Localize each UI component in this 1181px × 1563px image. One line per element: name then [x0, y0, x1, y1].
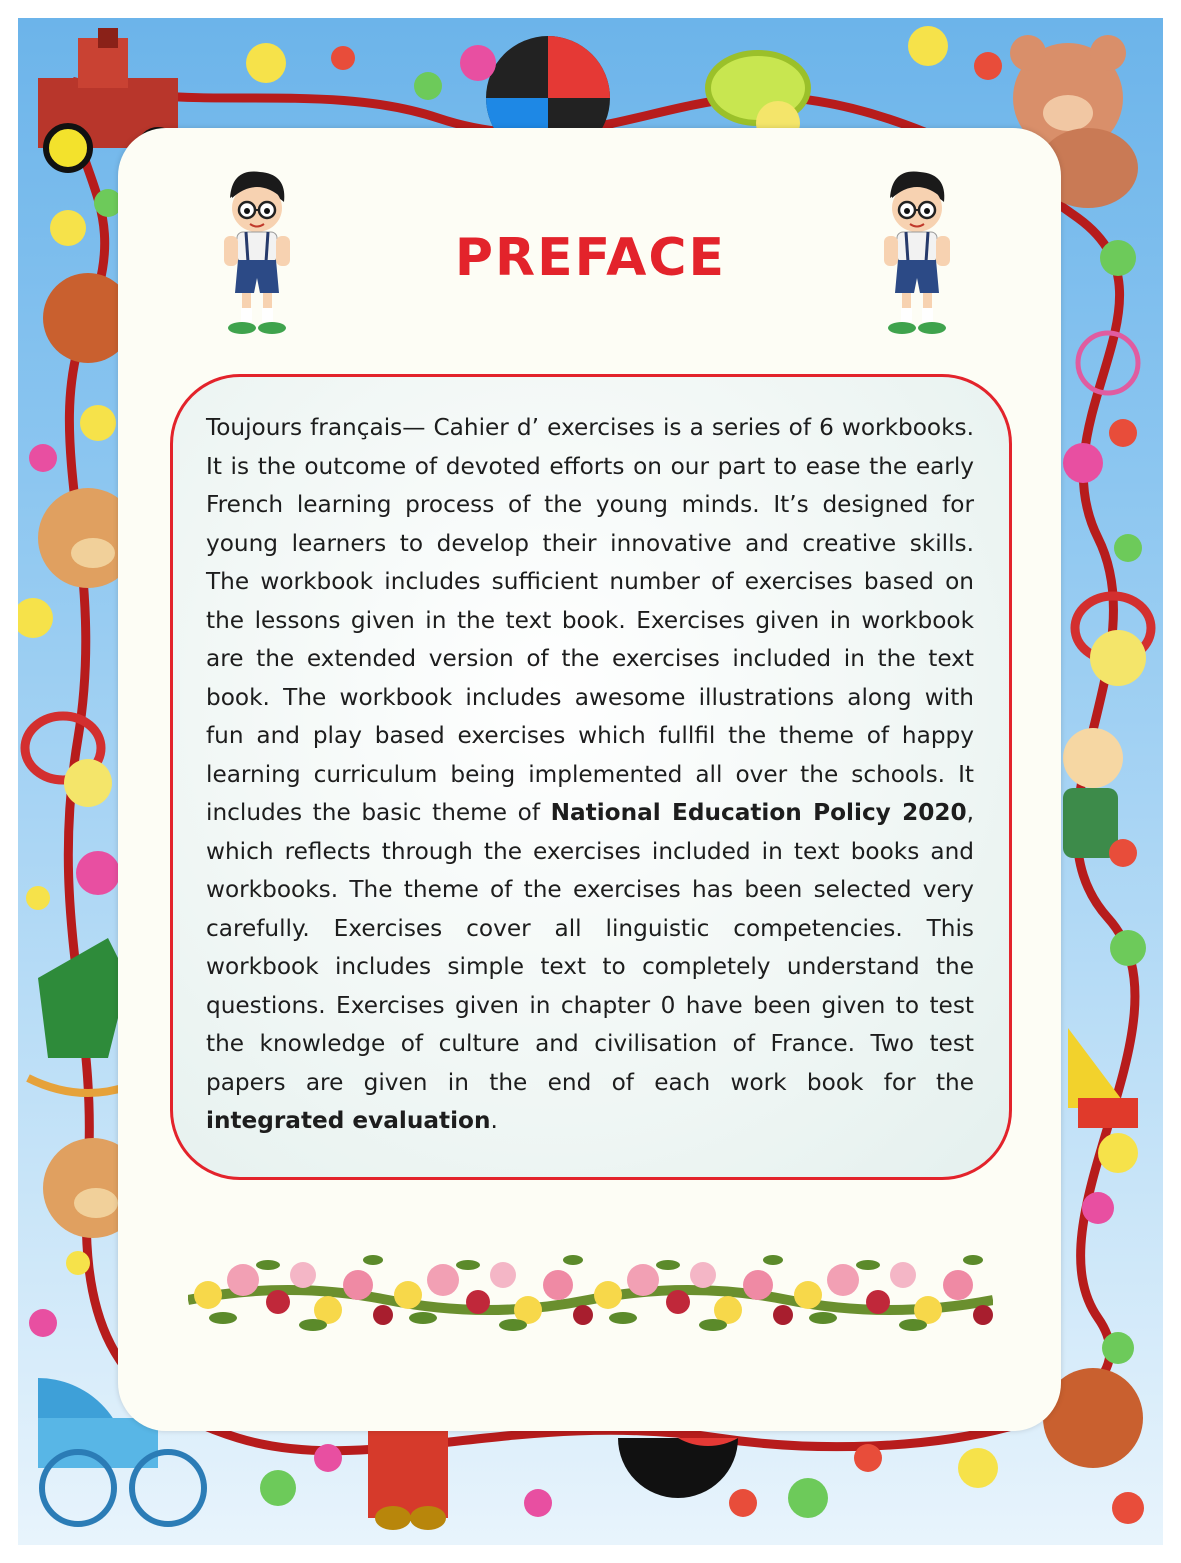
flower-garland-icon [188, 1240, 993, 1350]
ball-icon [618, 1438, 738, 1498]
preface-intro: Toujours français— Cahier d’ exercises is a series of 6 workbooks. It is the outcome of devoted efforts on our part to ease the early French learning process of the young minds. It’s designed for young learners to develop their innovative and creative skills. The workbook includes sufficient number of exercises based on the lessons given in the text book. Exercises given in workbook are the extended version of the exercises included in the text book. The workbook includes awesome illustrations along with fun and play based exercises which fullfil the theme of happy learning curriculum being implemented all over the schools. It includes the basic theme of [206, 414, 974, 826]
preface-middle: , which reflects through the exercises included in text books and workbooks. The theme of the exercises has been selected very carefully. Exercises cover all linguistic competencies. This workbook includes simple text to completely understand the questions. Exercises given in chapter 0 have been given to test the knowledge of culture and civilisation of France. Two test papers are given in the end of each work book for the [206, 799, 975, 1096]
page-title: PREFACE [454, 228, 727, 288]
doll-icon [1063, 728, 1123, 858]
doll-icon [368, 1428, 448, 1530]
integrated-evaluation-term: integrated evaluation [206, 1107, 491, 1134]
preface-end: . [490, 1107, 498, 1134]
national-education-policy-term: National Education Policy 2020 [550, 799, 967, 826]
preface-paragraph [206, 409, 974, 1141]
pacifier-icon [25, 716, 112, 807]
